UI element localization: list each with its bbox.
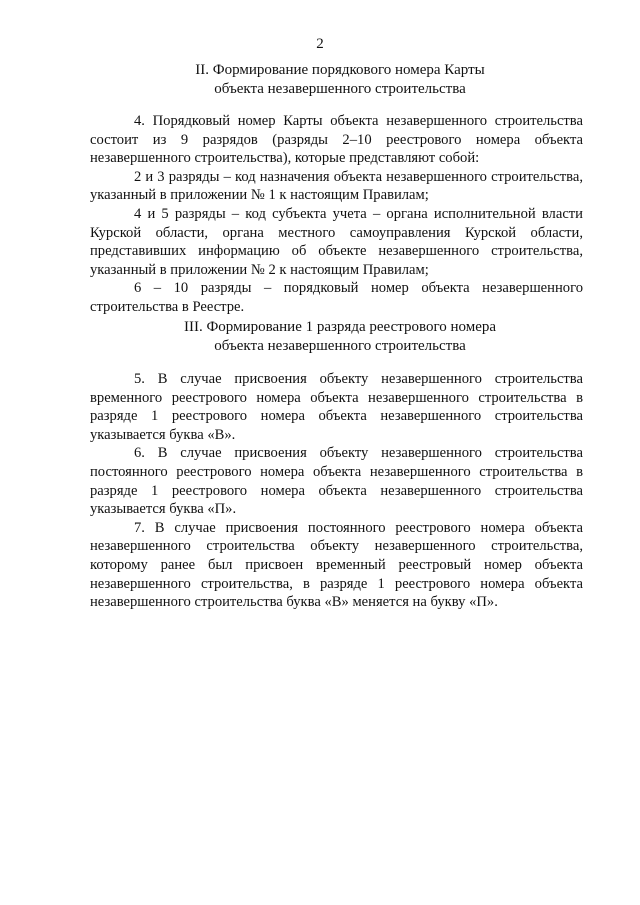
paragraph-6: 6. В случае присвоения объекту незавершенного строительства постоянного реестрового номера объекта незавершенного строительства в разряде 1 реестрового номера объекта незавершенного строительства указывается буква «П».	[90, 445, 583, 518]
section-2-heading-line-2: объекта незавершенного строительства	[214, 81, 466, 97]
paragraph-digits-2-3: 2 и 3 разряды – код назначения объекта незавершенного строительства, указанный в приложении № 1 к настоящим Правилам;	[90, 168, 583, 204]
section-3-body	[90, 370, 583, 612]
section-2-heading-line-1: II. Формирование порядкового номера Карты	[195, 62, 485, 78]
section-2-body	[90, 112, 583, 317]
section-3-heading-line-1: III. Формирование 1 разряда реестрового номера	[183, 319, 497, 335]
paragraph-5: 5. В случае присвоения объекту незавершенного строительства временного реестрового номера объекта незавершенного строительства в разряде 1 реестрового номера объекта незавершенного строительства указывается буква «В».	[90, 371, 583, 443]
section-2-heading	[90, 61, 590, 99]
paragraph-digits-6-10: 6 – 10 разряды – порядковый номер объекта незавершенного строительства в Реестре.	[90, 280, 583, 315]
paragraph-7: 7. В случае присвоения постоянного реестрового номера объекта незавершенного строительства объекту незавершенного строительства, которому ранее был присвоен временный реестровый номер объекта незавершенного строительства, в разряде 1 реестрового номера объекта незавершенного строительства буква «В» меняется на букву «П».	[90, 519, 583, 611]
paragraph-digits-4-5: 4 и 5 разряды – код субъекта учета – органа исполнительной власти Курской области, органа местного самоуправления Курской области, представивших информацию об объекте незавершенного строительства, указанный в приложении № 2 к настоящим Правилам;	[90, 205, 583, 278]
paragraph-4: 4. Порядковый номер Карты объекта незавершенного строительства состоит из 9 разрядов (разряды 2–10 реестрового номера объекта незавершенного строительства), которые представляют собой:	[90, 113, 583, 167]
section-3-heading	[90, 318, 590, 356]
section-3-heading-line-2: объекта незавершенного строительства	[214, 338, 466, 354]
page-number: 2	[316, 36, 324, 52]
